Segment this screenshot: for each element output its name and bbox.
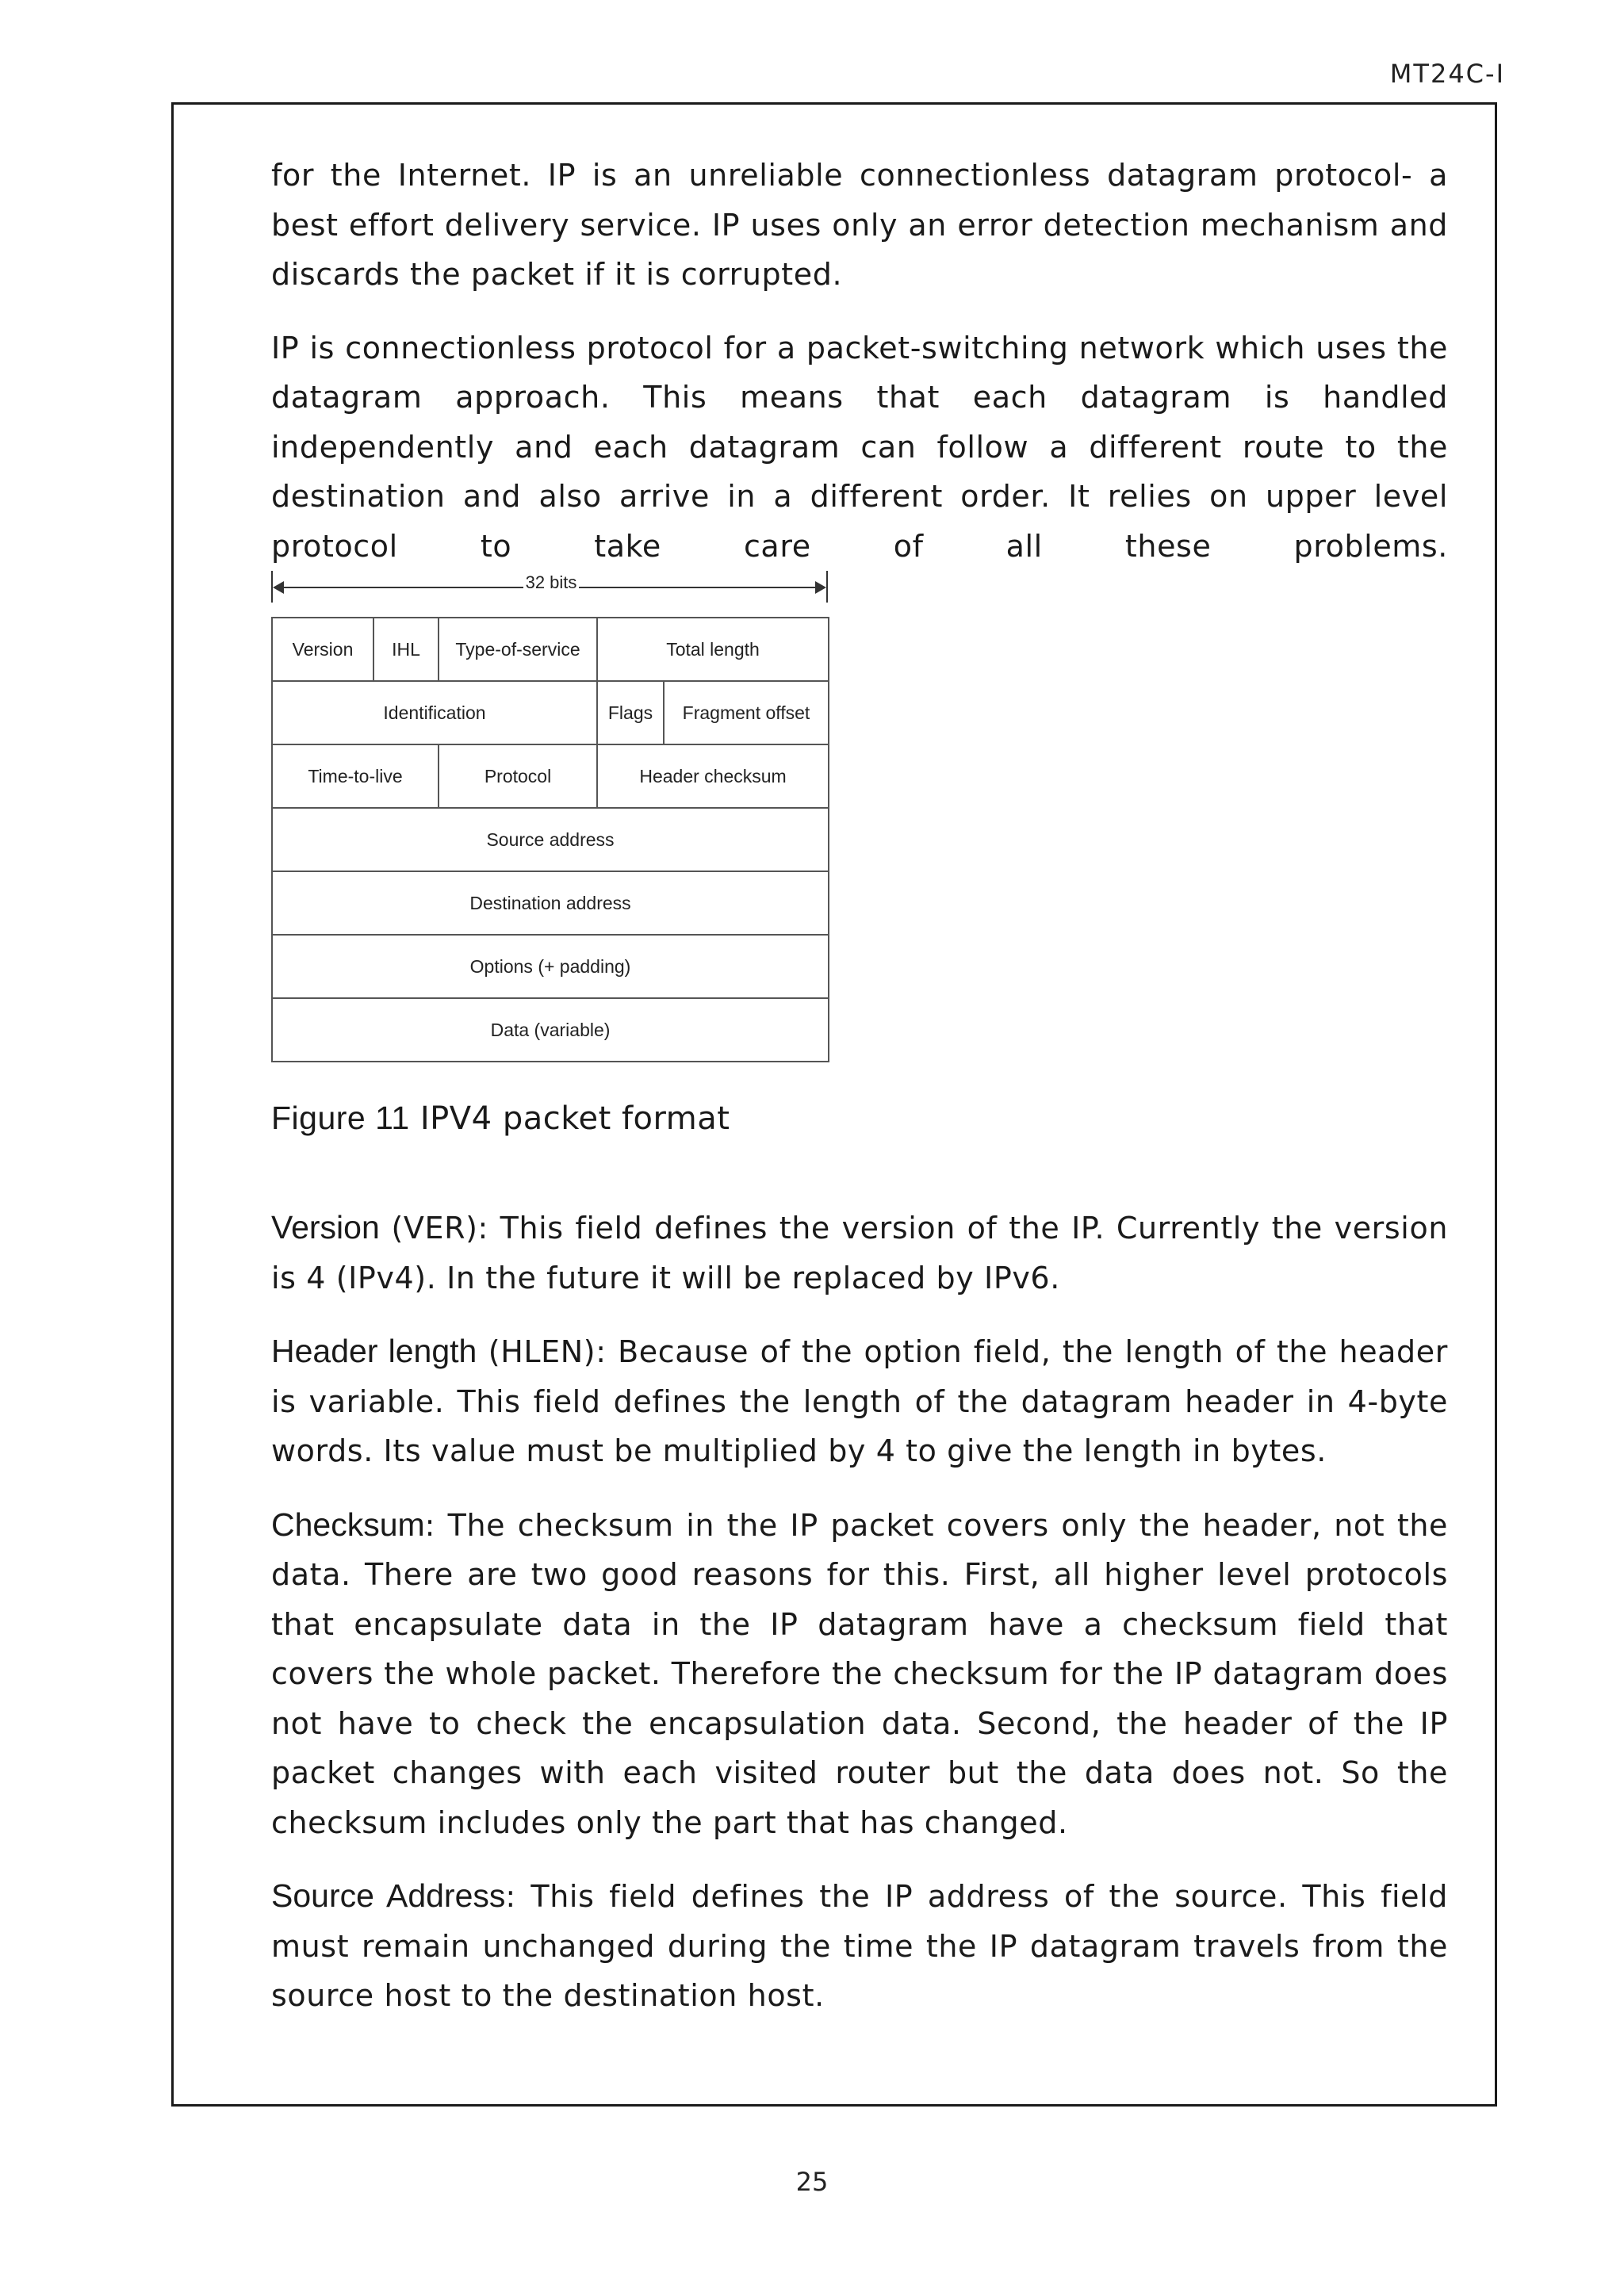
running-header: MT24C-I [1389,59,1505,89]
field-type-of-service: Type-of-service [439,618,597,681]
field-data: Data (variable) [272,998,829,1062]
field-total-length: Total length [597,618,829,681]
bit-width-indicator [271,569,828,609]
intro-paragraph-1: for the Internet. IP is an unreliable connectionless datagram protocol- a best effort delivery service. IP uses only an error detection mechanism and discards the packet if it is corrupted. [271,158,1448,292]
packet-row [272,998,829,1062]
page-number: 25 [795,2167,829,2197]
packet-row [272,808,829,871]
definition-term: Version [271,1209,380,1246]
figure-caption [271,1100,730,1137]
field-fragment-offset: Fragment offset [664,681,829,744]
arrow-right-icon [815,581,826,594]
field-header-checksum: Header checksum [597,744,829,808]
figure-number: Figure 11 [271,1100,410,1136]
packet-row [272,935,829,998]
figure-caption-text: IPV4 packet format [409,1100,730,1137]
definition-checksum [271,1500,1448,1848]
definition-term: Header length [271,1333,477,1369]
packet-row [272,871,829,935]
intro-paragraph-2: IP is connectionless protocol for a packet-switching network which uses the datagram approach. This means that each datagram is handled independently and each datagram can follow a different route to the destination and also arrive in a different order. It relies on upper level protocol to take care of all these problems. [271,330,1448,564]
field-options: Options (+ padding) [272,935,829,998]
field-identification: Identification [272,681,597,744]
definition-text: : This field defines the IP address of the source. This field must remain unchanged during the time the IP datagram travels from the source host to the destination host. [271,1879,1448,2013]
definition-version [271,1203,1448,1303]
packet-row [272,618,829,681]
packet-row [272,744,829,808]
definition-header-length [271,1326,1448,1476]
ipv4-packet-diagram [271,569,828,1069]
bit-width-label: 32 bits [523,572,579,593]
packet-row [272,681,829,744]
packet-fields-table [271,617,829,1062]
definition-source-address [271,1871,1448,2021]
field-ihl: IHL [373,618,439,681]
definition-text: : The checksum in the IP packet covers only the header, not the data. There are two good reasons for this. First, all higher level protocols that encapsulate data in the IP datagram have a checksum field that covers the whole packet. Therefore the checksum for the IP datagram does not have to check the encapsulation data. Second, the header of the IP packet changes with each visited router but the data does not. So the checksum includes only the part that has changed. [271,1507,1448,1840]
bit-width-right-tick [826,571,828,603]
definition-text: (HLEN): Because of the option field, the length of the header is variable. This field defines the length of the datagram header in 4-byte words. Its value must be multiplied by 4 to give the length in bytes. [271,1334,1448,1468]
field-destination-address: Destination address [272,871,829,935]
definition-text: (VER): This field defines the version of the IP. Currently the version is 4 (IPv4). In the future it will be replaced by IPv6. [271,1211,1448,1295]
field-flags: Flags [597,681,664,744]
definition-term: Source Address [271,1877,506,1914]
field-version: Version [272,618,373,681]
definition-term: Checksum [271,1506,425,1543]
field-source-address: Source address [272,808,829,871]
field-definitions [271,1203,1448,2045]
field-protocol: Protocol [439,744,597,808]
intro-section [271,151,1448,571]
field-time-to-live: Time-to-live [272,744,439,808]
